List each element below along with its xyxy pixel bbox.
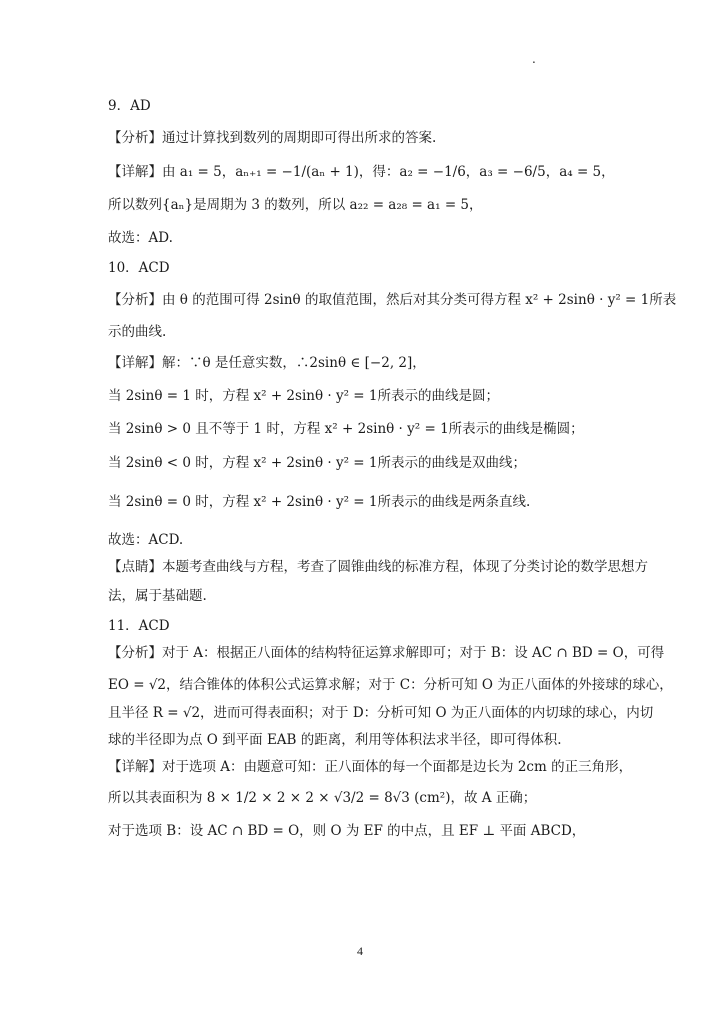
text-line: 示的曲线.: [108, 324, 167, 340]
text-line: 所以其表面积为 8 × 1/2 × 2 × 2 × √3/2 = 8√3 (cm²)，故 A 正确；: [108, 790, 537, 806]
text-line: 10．ACD: [108, 260, 170, 276]
text-line: 且半径 R = √2，进而可得表面积；对于 D：分析可知 O 为正八面体的内切球的球心，内切: [108, 705, 654, 721]
text-line: 【详解】解：∵θ 是任意实数，∴2sinθ ∈ [−2, 2]，: [108, 355, 426, 371]
text-line: 【分析】通过计算找到数列的周期即可得出所求的答案.: [108, 130, 437, 146]
text-line: 故选：AD.: [108, 230, 173, 246]
text-line: 【点睛】本题考查曲线与方程，考查了圆锥曲线的标准方程，体现了分类讨论的数学思想方: [108, 559, 648, 575]
page-number: 4: [357, 944, 363, 958]
text-line: 【分析】对于 A：根据正八面体的结构特征运算求解即可；对于 B：设 AC ∩ BD = O，可得: [108, 645, 665, 661]
text-line: 【详解】由 a₁ = 5，aₙ₊₁ = −1/(aₙ + 1)，得：a₂ = −1/6，a₃ = −6/5，a₄ = 5，: [108, 164, 615, 180]
text-line: 对于选项 B：设 AC ∩ BD = O，则 O 为 EF 的中点，且 EF ⊥ 平面 ABCD，: [108, 823, 586, 839]
text-line: 【分析】由 θ 的范围可得 2sinθ 的取值范围，然后对其分类可得方程 x² + 2sinθ · y² = 1所表: [108, 292, 677, 308]
text-line: 法，属于基础题.: [108, 588, 207, 604]
header-mark: .: [532, 52, 536, 66]
text-line: 球的半径即为点 O 到平面 EAB 的距离，利用等体积法求半径，即可得体积.: [108, 732, 562, 748]
text-line: 11．ACD: [108, 618, 170, 634]
text-line: 所以数列{aₙ}是周期为 3 的数列，所以 a₂₂ = a₂₈ = a₁ = 5，: [108, 197, 483, 213]
text-line: 当 2sinθ = 0 时，方程 x² + 2sinθ · y² = 1所表示的曲线是两条直线.: [108, 494, 531, 510]
text-line: 【详解】对于选项 A：由题意可知：正八面体的每一个面都是边长为 2cm 的正三角形，: [108, 759, 633, 775]
text-line: 故选：ACD.: [108, 532, 184, 548]
text-line: 当 2sinθ = 1 时，方程 x² + 2sinθ · y² = 1所表示的曲线是圆；: [108, 388, 499, 404]
text-line: EO = √2，结合锥体的体积公式运算求解；对于 C：分析可知 O 为正八面体的外接球的球心，: [108, 677, 673, 693]
text-line: 当 2sinθ > 0 且不等于 1 时，方程 x² + 2sinθ · y² = 1所表示的曲线是椭圆；: [108, 421, 584, 437]
text-line: 当 2sinθ < 0 时，方程 x² + 2sinθ · y² = 1所表示的曲线是双曲线；: [108, 455, 526, 471]
text-line: 9．AD: [108, 98, 151, 114]
